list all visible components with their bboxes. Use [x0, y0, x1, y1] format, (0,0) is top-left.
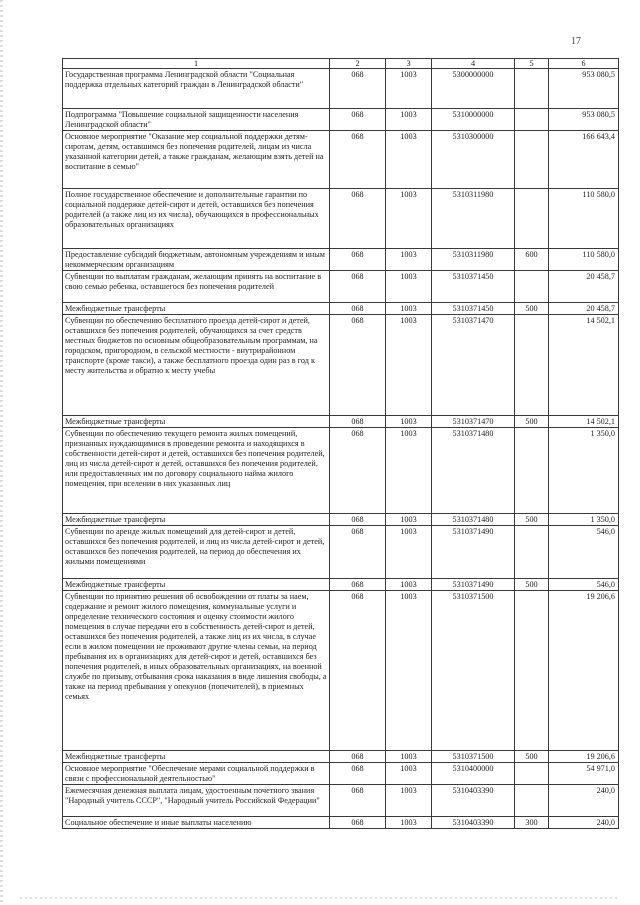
row-ved: 068	[330, 428, 386, 514]
row-name: Межбюджетные трансферты	[63, 751, 330, 763]
row-target-article: 5310300000	[432, 131, 515, 189]
table-row	[63, 751, 619, 763]
row-ved: 068	[330, 131, 386, 189]
scan-bottom-marks	[20, 897, 620, 899]
row-target-article: 5300000000	[432, 69, 515, 109]
row-name: Социальное обеспечение и иные выплаты населению	[63, 817, 330, 829]
row-amount: 953 080,5	[549, 69, 619, 109]
row-expense-type	[515, 591, 549, 751]
row-target-article: 5310403390	[432, 817, 515, 829]
row-ved: 068	[330, 817, 386, 829]
row-name: Полное государственное обеспечение и дополнительные гарантии по социальной поддержке детей-сирот и детей, оставшихся без попечения родителей (а также лиц из их числа), обучающихся в профессиональных образовательных организациях	[63, 189, 330, 249]
row-section: 1003	[386, 751, 432, 763]
row-name: Подпрограмма "Повышение социальной защищенности населения Ленинградской области"	[63, 109, 330, 131]
row-name: Предоставление субсидий бюджетным, автономным учреждениям и иным некоммерческим организациям	[63, 249, 330, 271]
col-header: 5	[515, 59, 549, 69]
col-header: 1	[63, 59, 330, 69]
row-ved: 068	[330, 69, 386, 109]
row-target-article: 5310371500	[432, 591, 515, 751]
row-expense-type	[515, 428, 549, 514]
row-target-article: 5310371490	[432, 579, 515, 591]
table-row	[63, 428, 619, 514]
row-ved: 068	[330, 189, 386, 249]
row-expense-type	[515, 189, 549, 249]
row-section: 1003	[386, 526, 432, 579]
row-ved: 068	[330, 526, 386, 579]
column-number-row	[63, 59, 619, 69]
row-section: 1003	[386, 514, 432, 526]
row-target-article: 5310371450	[432, 271, 515, 303]
row-section: 1003	[386, 591, 432, 751]
table-row	[63, 591, 619, 751]
row-target-article: 5310371470	[432, 416, 515, 428]
scan-edge-marks	[0, 0, 3, 905]
table-row	[63, 189, 619, 249]
row-amount: 1 350,0	[549, 428, 619, 514]
row-amount: 19 206,6	[549, 751, 619, 763]
row-target-article: 5310311980	[432, 249, 515, 271]
row-name: Государственная программа Ленинградской области "Социальная поддержка отдельных категорий граждан в Ленинградской области"	[63, 69, 330, 109]
row-name: Межбюджетные трансферты	[63, 579, 330, 591]
row-target-article: 5310371480	[432, 514, 515, 526]
row-expense-type: 500	[515, 303, 549, 315]
row-ved: 068	[330, 315, 386, 416]
table-row	[63, 763, 619, 785]
row-ved: 068	[330, 785, 386, 817]
row-amount: 20 458,7	[549, 303, 619, 315]
row-amount: 54 971,0	[549, 763, 619, 785]
row-name: Основное мероприятие "Оказание мер социальной поддержки детям-сиротам, детям, оставшимся без попечения родителей, лицам из числа указанной категории детей, а также гражданам, желающим взять детей на воспитание в семью"	[63, 131, 330, 189]
row-amount: 110 580,0	[549, 249, 619, 271]
row-section: 1003	[386, 763, 432, 785]
row-expense-type	[515, 763, 549, 785]
row-section: 1003	[386, 315, 432, 416]
row-name: Субвенции по обеспечению бесплатного проезда детей-сирот и детей, оставшихся без попечения родителей, обучающихся за счет средств местных бюджетов по основным общеобразовательным программам, на городском, пригородном, в сельской местности - внутрирайонном транспорте (кроме такси), а также бесплатного проезда один раз в год к месту жительства и обратно к месту учебы	[63, 315, 330, 416]
row-expense-type	[515, 69, 549, 109]
table-row	[63, 131, 619, 189]
row-expense-type	[515, 271, 549, 303]
row-section: 1003	[386, 131, 432, 189]
table-row	[63, 303, 619, 315]
table-row	[63, 579, 619, 591]
table-row	[63, 315, 619, 416]
table-row	[63, 69, 619, 109]
row-target-article: 5310371490	[432, 526, 515, 579]
col-header: 3	[386, 59, 432, 69]
row-amount: 20 458,7	[549, 271, 619, 303]
row-name: Субвенции по обеспечению текущего ремонта жилых помещений, признанных нуждающимися в проведении ремонта и находящихся в собственности детей-сирот и детей, оставшихся без попечения родителей, лиц из числа детей-сирот и детей, оставшихся без попечения родителей, или предоставленных им по договору социального найма жилого помещения, при вселении в них указанных лиц	[63, 428, 330, 514]
row-ved: 068	[330, 763, 386, 785]
row-section: 1003	[386, 271, 432, 303]
row-name: Ежемесячная денежная выплата лицам, удостоенным почетного звания "Народный учитель СССР", "Народный учитель Российской Федерации"	[63, 785, 330, 817]
row-section: 1003	[386, 428, 432, 514]
row-name: Межбюджетные трансферты	[63, 303, 330, 315]
row-target-article: 5310371500	[432, 751, 515, 763]
row-amount: 240,0	[549, 785, 619, 817]
table-row	[63, 817, 619, 829]
row-expense-type	[515, 109, 549, 131]
row-target-article: 5310371480	[432, 428, 515, 514]
row-expense-type: 500	[515, 416, 549, 428]
page-number: 17	[571, 36, 581, 47]
row-name: Основное мероприятие "Обеспечение мерами социальной поддержки в связи с профессиональной деятельностью"	[63, 763, 330, 785]
col-header: 4	[432, 59, 515, 69]
row-ved: 068	[330, 249, 386, 271]
table-row	[63, 416, 619, 428]
row-expense-type: 500	[515, 579, 549, 591]
row-expense-type	[515, 785, 549, 817]
row-section: 1003	[386, 785, 432, 817]
row-amount: 953 080,5	[549, 109, 619, 131]
row-ved: 068	[330, 416, 386, 428]
row-section: 1003	[386, 303, 432, 315]
row-ved: 068	[330, 303, 386, 315]
row-amount: 546,0	[549, 579, 619, 591]
row-target-article: 5310311980	[432, 189, 515, 249]
row-expense-type	[515, 131, 549, 189]
row-amount: 19 206,6	[549, 591, 619, 751]
row-expense-type	[515, 315, 549, 416]
table-row	[63, 249, 619, 271]
row-section: 1003	[386, 249, 432, 271]
row-name: Межбюджетные трансферты	[63, 514, 330, 526]
row-ved: 068	[330, 109, 386, 131]
row-target-article: 5310000000	[432, 109, 515, 131]
row-section: 1003	[386, 69, 432, 109]
row-amount: 14 502,1	[549, 416, 619, 428]
table-row	[63, 109, 619, 131]
row-amount: 546,0	[549, 526, 619, 579]
row-section: 1003	[386, 189, 432, 249]
row-amount: 240,0	[549, 817, 619, 829]
row-section: 1003	[386, 579, 432, 591]
row-name: Субвенции по аренде жилых помещений для детей-сирот и детей, оставшихся без попечения родителей, и лиц из числа детей-сирот и детей, оставшихся без попечения родителей, на период до обеспечения их жилыми помещениями	[63, 526, 330, 579]
row-expense-type: 300	[515, 817, 549, 829]
row-section: 1003	[386, 817, 432, 829]
row-ved: 068	[330, 591, 386, 751]
row-section: 1003	[386, 109, 432, 131]
table-row	[63, 514, 619, 526]
row-name: Межбюджетные трансферты	[63, 416, 330, 428]
row-expense-type: 500	[515, 751, 549, 763]
table-body	[63, 69, 619, 829]
row-name: Субвенции по принятию решения об освобождении от платы за наем, содержание и ремонт жилого помещения, коммунальные услуги и определение технического состояния и оценку стоимости жилого помещения в случае передачи его в собственность детей-сирот и детей, оставшихся без попечения родителей, а также лиц из их числа, в случае если в жилом помещении не проживают другие члены семьи, на период пребывания их в организациях для детей-сирот и детей, оставшихся без попечения родителей, в иных образовательных организациях, на военной службе по призыву, отбывания срока наказания в виде лишения свободы, а также на период пребывания у опекунов (попечителей), в приемных семьях	[63, 591, 330, 751]
row-expense-type	[515, 526, 549, 579]
col-header: 2	[330, 59, 386, 69]
row-target-article: 5310371450	[432, 303, 515, 315]
row-target-article: 5310403390	[432, 785, 515, 817]
row-ved: 068	[330, 514, 386, 526]
col-header: 6	[549, 59, 619, 69]
row-amount: 14 502,1	[549, 315, 619, 416]
row-ved: 068	[330, 579, 386, 591]
row-amount: 1 350,0	[549, 514, 619, 526]
row-target-article: 5310371470	[432, 315, 515, 416]
row-expense-type: 600	[515, 249, 549, 271]
row-expense-type: 500	[515, 514, 549, 526]
row-amount: 166 643,4	[549, 131, 619, 189]
row-name: Субвенции по выплатам гражданам, желающим принять на воспитание в свою семью ребенка, оставшегося без попечения родителей	[63, 271, 330, 303]
row-amount: 110 580,0	[549, 189, 619, 249]
row-target-article: 5310400000	[432, 763, 515, 785]
table-row	[63, 785, 619, 817]
table-row	[63, 526, 619, 579]
row-section: 1003	[386, 416, 432, 428]
row-ved: 068	[330, 271, 386, 303]
row-ved: 068	[330, 751, 386, 763]
table-row	[63, 271, 619, 303]
budget-table	[62, 58, 619, 829]
